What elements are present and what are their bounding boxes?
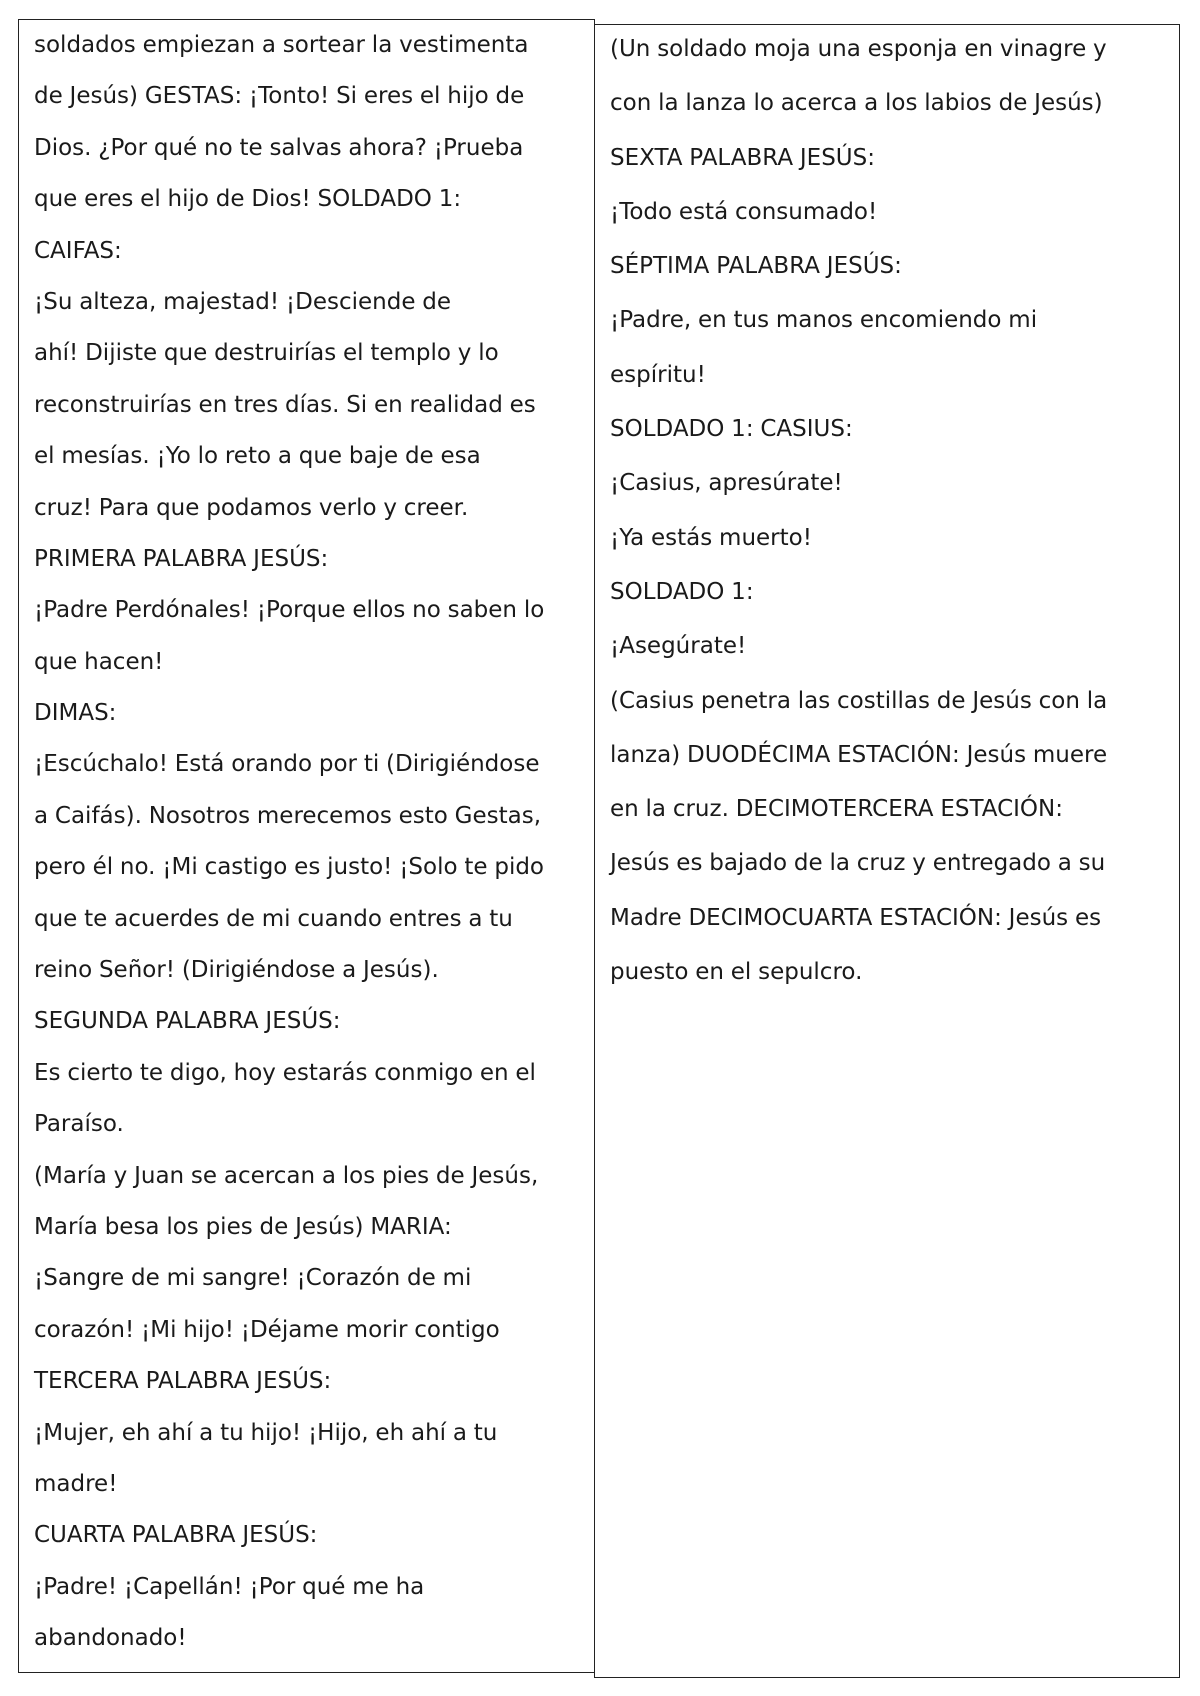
text-line: María besa los pies de Jesús) MARIA: [34,1213,452,1240]
right-column-text [610,24,1169,1001]
text-line: ¡Escúchalo! Está orando por ti (Dirigiéndose [34,751,540,778]
text-line: soldados empiezan a sortear la vestimenta [34,32,529,58]
text-line: ¡Todo está consumado! [610,198,878,225]
text-line: ¡Padre Perdónales! ¡Porque ellos no saben lo [34,597,545,624]
text-line: lanza) DUODÉCIMA ESTACIÓN: Jesús muere [610,741,1108,768]
text-line: Jesús es bajado de la cruz y entregado a su [610,850,1106,877]
text-line: TERCERA PALABRA JESÚS: [34,1368,332,1395]
text-line: corazón! ¡Mi hijo! ¡Déjame morir contigo [34,1316,500,1343]
text-line: (Un soldado moja una esponja en vinagre y [610,36,1107,62]
text-line: ¡Padre! ¡Capellán! ¡Por qué me ha [34,1573,425,1600]
text-line: ¡Su alteza, majestad! ¡Desciende de [34,288,452,315]
text-line: espíritu! [610,361,706,388]
text-line: PRIMERA PALABRA JESÚS: [34,545,329,572]
text-line: ahí! Dijiste que destruirías el templo y lo [34,340,499,367]
text-line: (María y Juan se acercan a los pies de Jesús, [34,1162,539,1189]
text-line: (Casius penetra las costillas de Jesús con la [610,687,1108,714]
text-line: Paraíso. [34,1111,124,1138]
text-line: que te acuerdes de mi cuando entres a tu [34,905,513,932]
text-line: reconstruirías en tres días. Si en realidad es [34,391,536,418]
text-line: abandonado! [34,1625,187,1652]
text-line: ¡Casius, apresúrate! [610,470,843,497]
text-line: puesto en el sepulcro. [610,959,863,986]
text-line: con la lanza lo acerca a los labios de Jesús) [610,90,1103,117]
text-line: CAIFAS: [34,237,122,264]
text-line: reino Señor! (Dirigiéndose a Jesús). [34,957,439,984]
text-line: Es cierto te digo, hoy estarás conmigo en el [34,1059,536,1086]
right-column [594,24,1180,1678]
text-line: ¡Asegúrate! [610,633,747,660]
text-line: SÉPTIMA PALABRA JESÚS: [610,253,902,280]
text-line: que hacen! [34,648,164,675]
text-line: pero él no. ¡Mi castigo es justo! ¡Solo te pido [34,854,545,881]
left-column-text [34,20,584,1665]
left-column [18,19,595,1673]
text-line: el mesías. ¡Yo lo reto a que baje de esa [34,443,481,470]
text-line: ¡Sangre de mi sangre! ¡Corazón de mi [34,1265,472,1292]
text-line: que eres el hijo de Dios! SOLDADO 1: [34,186,462,213]
text-line: Madre DECIMOCUARTA ESTACIÓN: Jesús es [610,904,1102,931]
text-line: madre! [34,1470,118,1497]
text-line: DIMAS: [34,700,117,727]
text-line: SOLDADO 1: [610,578,754,605]
text-line: ¡Padre, en tus manos encomiendo mi [610,307,1038,334]
text-line: SOLDADO 1: CASIUS: [610,416,853,443]
text-line: ¡Ya estás muerto! [610,524,812,551]
text-line: cruz! Para que podamos verlo y creer. [34,494,469,521]
text-line: CUARTA PALABRA JESÚS: [34,1522,318,1549]
text-line: ¡Mujer, eh ahí a tu hijo! ¡Hijo, eh ahí a tu [34,1419,498,1446]
text-line: a Caifás). Nosotros merecemos esto Gestas, [34,802,542,829]
text-line: SEXTA PALABRA JESÚS: [610,144,875,171]
text-line: Dios. ¿Por qué no te salvas ahora? ¡Prueba [34,134,524,161]
text-line: en la cruz. DECIMOTERCERA ESTACIÓN: [610,796,1063,823]
text-line: de Jesús) GESTAS: ¡Tonto! Si eres el hijo de [34,83,525,110]
text-line: SEGUNDA PALABRA JESÚS: [34,1008,341,1035]
